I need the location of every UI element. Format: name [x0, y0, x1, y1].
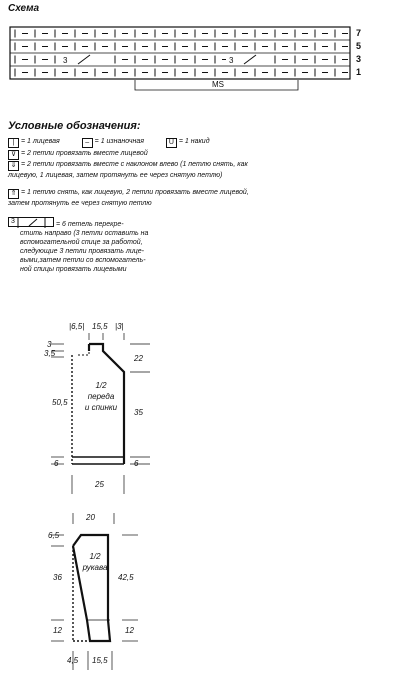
row-number-5: 5	[356, 41, 362, 51]
sleeve-label-line-2: рукава	[82, 563, 108, 572]
sk2p-symbol: ⇑	[8, 189, 19, 199]
legend-sk2p-line-1: = 1 петлю снять, как лицевую, 2 петли провязать вместе лицевой,	[21, 189, 249, 196]
body-dim-right-35: 35	[134, 408, 143, 417]
legend-cable-line-6: ной спицы провязать лицевыми	[20, 266, 127, 273]
sleeve-pattern	[51, 513, 138, 670]
row-number-7: 7	[356, 28, 362, 38]
sleeve-dim-left-12: 12	[53, 626, 62, 635]
legend-k2tog: = 2 петли провязать вместе лицевой	[21, 150, 148, 157]
sleeve-dim-bottom-15-5: 15,5	[92, 656, 108, 665]
legend-yo: = 1 накид	[178, 138, 210, 145]
legend-cable-line-1: = 6 петель перекре-	[56, 221, 124, 228]
body-label-line-1: 1/2	[95, 381, 107, 390]
body-dim-top-6-5: |6,5|	[69, 322, 85, 331]
knit-symbol: |	[8, 138, 19, 148]
yo-symbol: U	[166, 138, 177, 148]
body-dim-left-3-5: 3,5	[44, 349, 56, 358]
svg-text:3: 3	[229, 56, 234, 65]
sleeve-dim-top-20: 20	[86, 513, 95, 522]
body-dim-bottom-25: 25	[95, 480, 104, 489]
body-dim-left-6: 6	[54, 459, 59, 468]
k2tog-symbol: ⊽	[8, 150, 19, 160]
legend-cable-line-2: стить направо (3 петли оставить на	[20, 230, 149, 237]
body-dim-left-50-5: 50,5	[52, 398, 68, 407]
legend-ssk-line-1: = 2 петли провязать вместе с наклоном влево (1 петлю снять, как	[21, 161, 248, 168]
row-number-1: 1	[356, 67, 362, 77]
body-dim-right-22: 22	[134, 354, 143, 363]
legend-purl: = 1 изнаночная	[94, 138, 144, 145]
body-dim-right-6: 6	[134, 459, 139, 468]
sleeve-dim-right-12: 12	[125, 626, 134, 635]
legend-sk2p-line-2: затем протянуть ее через снятую петлю	[8, 200, 152, 207]
body-label-line-2: переда	[87, 392, 115, 401]
stitch-chart-grid	[10, 27, 350, 79]
body-dim-top-15-5: 15,5	[92, 322, 108, 331]
legend-cable-line-5: выми,затем петли со вспомогатель-	[20, 257, 146, 264]
body-dim-top-3: |3|	[115, 322, 124, 331]
sleeve-label	[78, 551, 112, 573]
sleeve-label-line-1: 1/2	[89, 552, 101, 561]
repeat-label: MS	[212, 80, 224, 89]
body-label-line-3: и спинки	[84, 403, 118, 412]
legend-row-1	[8, 137, 210, 148]
cable-symbol: 3	[8, 217, 54, 227]
purl-symbol: –	[82, 138, 93, 148]
legend-cable-line-3: вспомогательной спице за работой,	[20, 239, 143, 246]
sleeve-dim-left-6-5: 6,5	[48, 531, 60, 540]
legend-row-sk2p	[8, 188, 249, 208]
chart-title: Схема	[8, 3, 40, 14]
row-number-3: 3	[356, 54, 362, 64]
legend-cable-line-4: следующие 3 петли провязать лице-	[20, 248, 144, 255]
legend-ssk-line-2: лицевую, 1 лицевая, затем протянуть ее через снятую петлю)	[8, 172, 223, 179]
body-label	[76, 380, 126, 413]
legend-knit: = 1 лицевая	[21, 138, 60, 145]
ssk-symbol: ⇓	[8, 161, 19, 171]
sleeve-dim-bottom-4-5: 4,5	[67, 656, 79, 665]
legend-row-ssk	[8, 160, 248, 180]
legend-row-cable	[8, 217, 308, 274]
sleeve-dim-right-42-5: 42,5	[118, 573, 134, 582]
sleeve-dim-left-36: 36	[53, 573, 62, 582]
body-dim-left-3: 3	[47, 340, 52, 349]
legend-row-k2tog	[8, 149, 148, 160]
legend-title: Условные обозначения:	[8, 120, 141, 132]
svg-text:3: 3	[63, 56, 68, 65]
